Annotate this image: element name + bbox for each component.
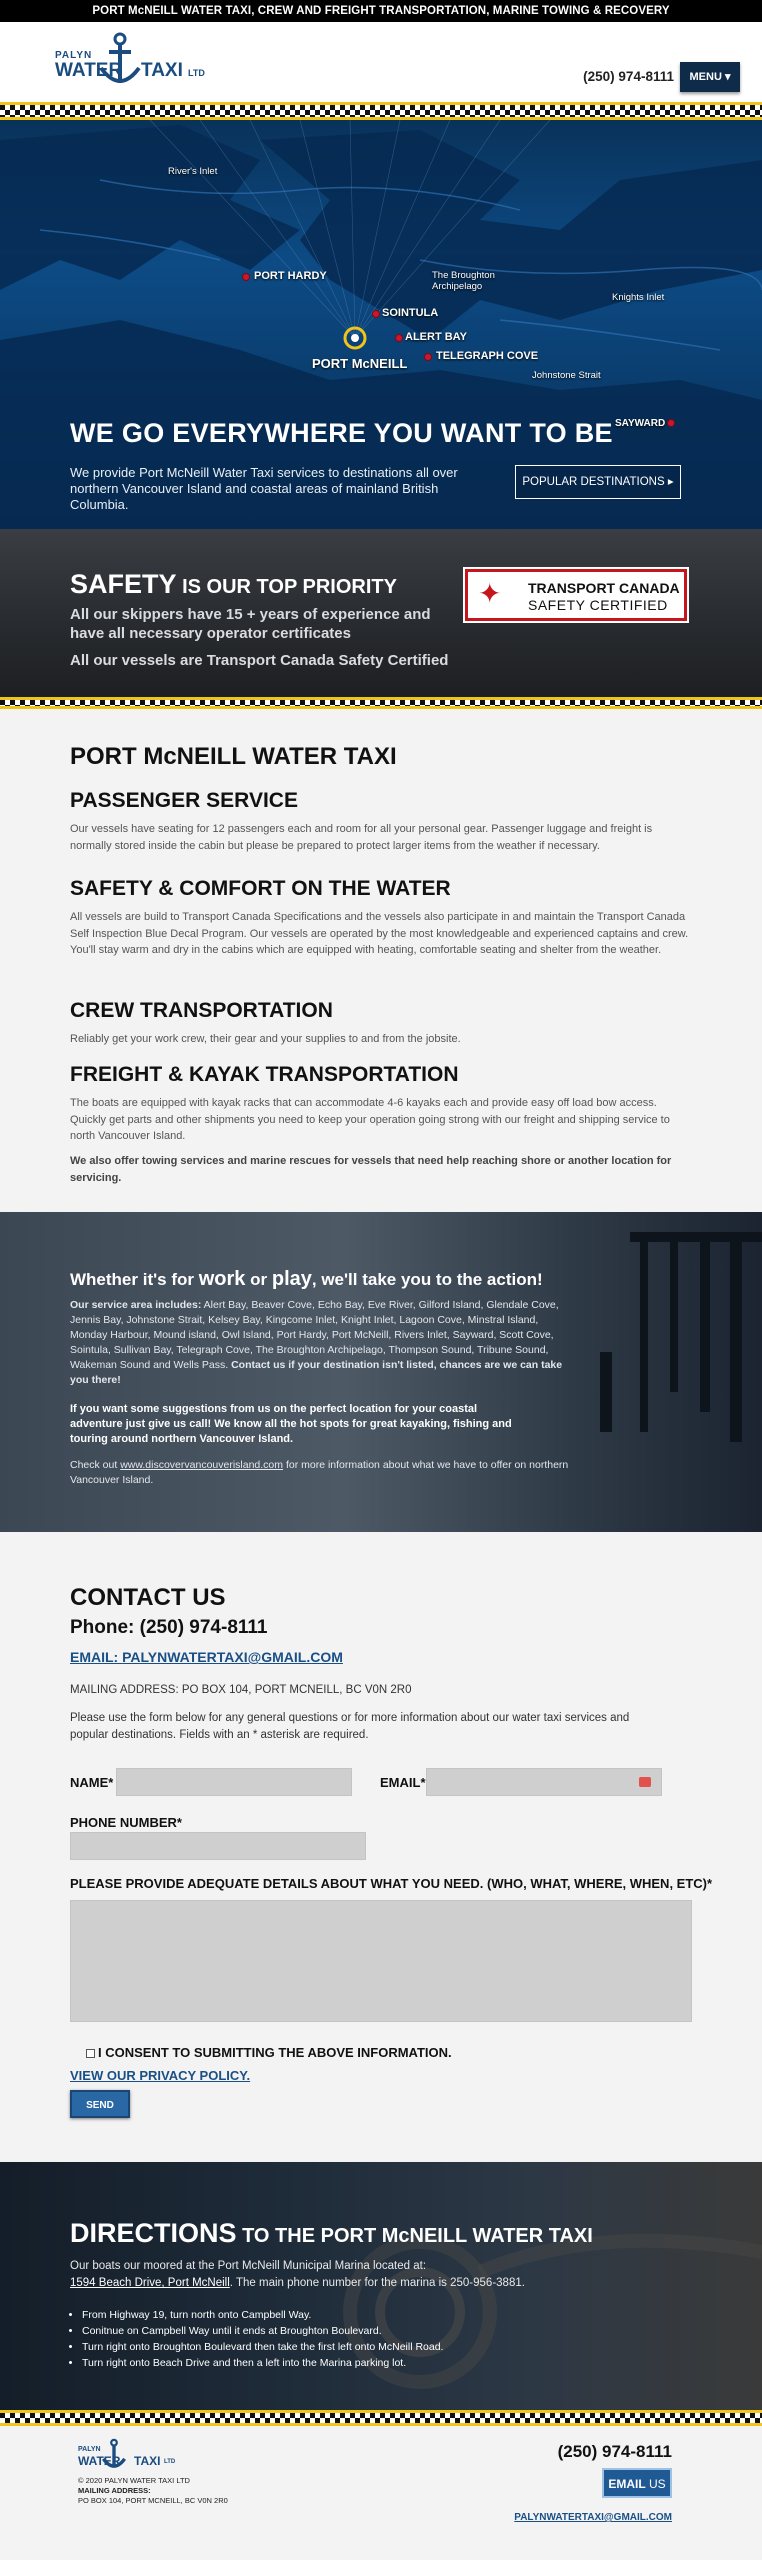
place-broughton: The Broughton Archipelago (432, 270, 495, 292)
send-button[interactable]: SEND (70, 2090, 130, 2118)
pin-sayward (667, 419, 675, 427)
direction-step: • Turn right onto Broughton Boulevard then take the first left onto McNeill Road. (82, 2339, 443, 2355)
service-area (70, 1298, 575, 1388)
footer-logo-palyn: PALYN (78, 2446, 101, 2453)
directions-title (70, 2218, 593, 2249)
safety-section (0, 529, 762, 697)
directions-title-big: DIRECTIONS (70, 2218, 237, 2248)
logo[interactable] (55, 32, 215, 92)
logo-taxi: TAXI (141, 60, 183, 81)
towing-text: We also offer towing services and marine rescues for vessels that need help reaching shore or another location for servicing. (70, 1155, 672, 1184)
checker-divider-3 (0, 2410, 762, 2426)
crew-title: CREW TRANSPORTATION (70, 999, 333, 1022)
services-section (0, 709, 762, 1212)
services-main-title: PORT McNEILL WATER TAXI (70, 743, 397, 770)
privacy-policy-link[interactable]: VIEW OUR PRIVACY POLICY. (70, 2068, 251, 2083)
place-knights-inlet: Knights Inlet (612, 292, 665, 303)
contact-section (0, 1532, 762, 2162)
transport-canada-badge (465, 569, 687, 621)
email-us-b: US (645, 2477, 666, 2491)
menu-button[interactable] (680, 62, 740, 92)
directions-title-small: TO THE PORT McNEILL WATER TAXI (236, 2225, 593, 2247)
safety-title (70, 569, 397, 600)
badge-line2: SAFETY CERTIFIED (528, 597, 668, 613)
action-title-play: play (271, 1268, 312, 1290)
action-title-a: Whether it's for (70, 1270, 199, 1289)
email-us-a: EMAIL (608, 2477, 646, 2491)
pin-telegraph-cove (424, 353, 432, 361)
action-section (0, 1212, 762, 1532)
discover-vancouver-link[interactable]: www.discovervancouverisland.com (120, 1459, 284, 1471)
place-rivers-inlet: River's Inlet (168, 166, 218, 177)
autofill-icon[interactable] (639, 1777, 651, 1787)
check-out-text (70, 1458, 580, 1488)
place-port-hardy: PORT HARDY (254, 270, 327, 282)
contact-email-address: PALYNWATERTAXI@GMAIL.COM (122, 1649, 343, 1665)
badge-line1: TRANSPORT CANADA (528, 580, 680, 596)
place-sointula: SOINTULA (382, 307, 439, 319)
footer-copyright: © 2020 PALYN WATER TAXI LTD (78, 2476, 190, 2485)
pin-port-hardy (242, 273, 250, 281)
footer-text (78, 2476, 228, 2506)
menu-label: MENU (689, 71, 722, 83)
suggestions-text: If you want some suggestions from us on the perfect location for your coastal adventure just give us call! We know all the hot spots for great kayaking, fishing and touring around northern Vancouver Island. (70, 1403, 512, 1445)
name-label: NAME* (70, 1775, 114, 1790)
directions-intro (70, 2258, 590, 2292)
contact-email[interactable] (70, 1649, 343, 1665)
pin-alert-bay (395, 334, 403, 342)
freight-title: FREIGHT & KAYAK TRANSPORTATION (70, 1063, 459, 1086)
checker-divider (0, 102, 762, 120)
consent-label: I CONSENT TO SUBMITTING THE ABOVE INFORMATION. (98, 2045, 452, 2060)
footer-logo-taxi: TAXI (134, 2454, 161, 2468)
email-us-button[interactable] (602, 2468, 672, 2498)
service-area-list: Alert Bay, Beaver Cove, Echo Bay, Eve River, Gilford Island, Glendale Cove, Jennis Bay, Johnstone Strait, Kelsey Bay, Kingcome Inlet, Knight Inlet, Lagoon Cove, Minstral Island, Monday Harbour, Mound island, Owl Island, Port Hardy, Port McNeill, Rivers Inlet, Sayward, Scott Cove, Sointula, Sullivan Bay, Telegraph Cove, The Broughton Archipelago, Thompson Sound, Tribune Sound, Wakeman Sound and Wells Pass. (70, 1299, 559, 1371)
email-label: EMAIL* (380, 1775, 426, 1790)
chevron-down-icon: ▾ (724, 71, 731, 83)
consent-checkbox[interactable] (86, 2049, 95, 2058)
place-telegraph-cove: TELEGRAPH COVE (436, 350, 539, 362)
safety-title-big: SAFETY (70, 569, 177, 599)
service-area-label: Our service area includes: (70, 1299, 202, 1311)
safety-comfort-title: SAFETY & COMFORT ON THE WATER (70, 877, 451, 900)
contact-phone[interactable]: Phone: (250) 974-8111 (70, 1617, 268, 1638)
announcement-text: PORT McNEILL WATER TAXI, CREW AND FREIGHT TRANSPORTATION, MARINE TOWING & RECOVERY (92, 5, 670, 17)
place-port-mcneill: PORT McNEILL (312, 356, 408, 371)
action-title-work: work (198, 1268, 246, 1290)
marina-address-link[interactable]: 1594 Beach Drive, Port McNeill (70, 2277, 230, 2289)
footer-logo-water: WATER (78, 2454, 121, 2468)
footer-email[interactable]: PALYNWATERTAXI@GMAIL.COM (514, 2512, 672, 2523)
passenger-title: PASSENGER SERVICE (70, 789, 298, 812)
dock-illustration (600, 1212, 762, 1532)
directions-intro-b: . The main phone number for the marina is 250-956-3881. (229, 2277, 525, 2289)
place-sayward: SAYWARD (615, 418, 666, 429)
popular-destinations-button[interactable] (515, 465, 681, 499)
checker-divider-2 (0, 697, 762, 709)
footer-mailing: PO BOX 104, PORT MCNEILL, BC V0N 2R0 (78, 2496, 228, 2505)
chevron-right-icon: ▸ (667, 476, 674, 488)
place-johnstone-strait: Johnstone Strait (532, 370, 601, 381)
email-field[interactable] (426, 1768, 662, 1796)
contact-mailing-address: MAILING ADDRESS: PO BOX 104, PORT MCNEILL, BC V0N 2R0 (70, 1684, 412, 1696)
hero-text: We provide Port McNeill Water Taxi services to destinations all over northern Vancouver Island and coastal areas of mainland British Columbia. (70, 465, 458, 512)
popular-destinations-label: POPULAR DESTINATIONS (522, 476, 665, 488)
pin-sointula (372, 310, 380, 318)
name-field[interactable] (116, 1768, 352, 1796)
details-textarea[interactable] (70, 1900, 692, 2022)
contact-email-prefix: EMAIL: (70, 1649, 123, 1665)
passenger-text: Our vessels have seating for 12 passengers each and room for all your personal gear. Passenger luggage and freight is normally stored inside the cabin but please be prepared to protect larger items from the weather if necessary. (70, 823, 653, 852)
site-footer (0, 2426, 762, 2540)
action-title-c: , we'll take you to the action! (311, 1270, 543, 1289)
hero-title: WE GO EVERYWHERE YOU WANT TO BE (70, 418, 613, 448)
direction-step: • From Highway 19, turn north onto Campbell Way. (82, 2307, 443, 2323)
action-title (70, 1268, 543, 1291)
safety-line2: All our vessels are Transport Canada Safety Certified (70, 652, 449, 669)
maple-leaf-icon: ✦ (478, 578, 502, 609)
logo-water: WATER (55, 60, 123, 81)
footer-logo-ltd: LTD (164, 2459, 176, 2465)
logo-ltd: LTD (188, 68, 205, 78)
direction-step: • Conitnue on Campbell Way until it ends at Broughton Boulevard. (82, 2323, 443, 2339)
safety-title-small: IS OUR TOP PRIORITY (176, 576, 397, 598)
top-announcement-bar (0, 0, 762, 22)
crew-text: Reliably get your work crew, their gear and your supplies to and from the jobsite. (70, 1033, 461, 1045)
directions-steps (82, 2307, 443, 2371)
direction-step: • Turn right onto Beach Drive and then a left into the Marina parking lot. (82, 2355, 443, 2371)
site-header (0, 22, 762, 102)
check-b: for more information about what we have to offer on northern Vancouver Island. (70, 1459, 569, 1486)
hero-map (0, 120, 762, 529)
service-area-call: Contact us if your destination isn't listed, chances are we can take you there! (70, 1359, 563, 1386)
directions-section (0, 2162, 762, 2410)
place-alert-bay: ALERT BAY (405, 331, 467, 343)
phone-label: PHONE NUMBER* (70, 1815, 182, 1830)
safety-line1: All our skippers have 15 + years of experience and have all necessary operator certificates (70, 606, 431, 642)
contact-info: Please use the form below for any general questions or for more information about our water taxi services and popular destinations. Fields with an * asterisk are required. (70, 1712, 630, 1741)
check-a: Check out (70, 1459, 121, 1471)
footer-logo[interactable] (78, 2438, 188, 2474)
logo-palyn: PALYN (55, 50, 93, 61)
phone-field[interactable] (70, 1832, 366, 1860)
details-label: PLEASE PROVIDE ADEQUATE DETAILS ABOUT WHAT YOU NEED. (WHO, WHAT, WHERE, WHEN, ETC)* (70, 1876, 713, 1891)
action-title-b: or (245, 1270, 272, 1289)
contact-title: CONTACT US (70, 1584, 226, 1611)
header-phone[interactable]: (250) 974-8111 (583, 69, 674, 84)
safety-comfort-text: All vessels are build to Transport Canada Specifications and the vessels also participate in and maintain the Transport Canada Self Inspection Blue Decal Program. Our vessels are operated by the most knowledgeable and experienced captains and crew. You'll stay warm and dry in the cabins which are equipped with heating, comfortable seating and shelter from the weather. (70, 911, 689, 956)
directions-intro-a: Our boats our moored at the Port McNeill Municipal Marina located at: (70, 2260, 427, 2272)
freight-text: The boats are equipped with kayak racks that can accommodate 4-6 kayaks each and provide easy off load bow access. Quickly get parts and other shipments you need to keep your operation going strong with our freight and shipping service to north Vancouver Island. (70, 1097, 670, 1142)
footer-mailing-label: MAILING ADDRESS: (78, 2486, 151, 2495)
footer-phone[interactable]: (250) 974-8111 (557, 2442, 672, 2461)
